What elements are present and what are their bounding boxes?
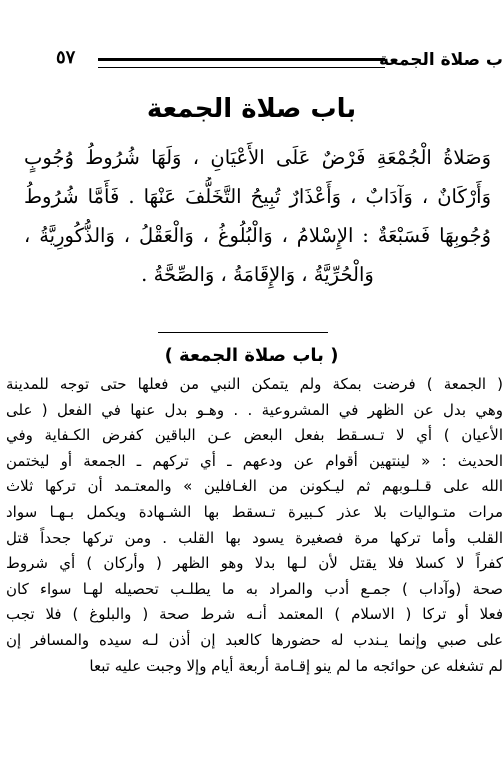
commentary-line: القلب وأما تركها مرة فصغيرة يسود بها القلب . ومن تركها جحداً قتل [6,528,503,547]
commentary-line: وهي بدل عن الظهر في المشروعية . . وهـو بدل عنها في الفعل ( على [6,400,503,419]
chapter-title: باب صلاة الجمعة [146,94,357,124]
commentary-line: فعلا أو تركا ( الاسلام ) المعتمد أنـه شرط صحة ( والبلوغ ) فلا تجب [6,605,503,624]
commentary-line: الأعيان ) أي لا تـسـقط بفعل البعض عـن الباقين كفرض الكـفاية وفي [6,426,503,445]
commentary-text [6,372,503,679]
commentary-line: لم تشغله عن حوائجه ما لم ينو إقـامة أربعة أيام وإلا وجبت عليه تبعا [89,656,503,675]
matn-line: وَصَلاةُ الْجُمْعَةِ فَرْضٌ عَلَى الأَعْيَانِ ، وَلَهَا شُرُوطُ وُجُوبٍ [24,146,491,169]
commentary-line: صحة (وآداب ) جمـع أدب والمراد به ما يطلـب تحصيله لهـا سواء كان [6,579,503,598]
page-header [0,44,503,78]
commentary-line: على صبي وإنما يـندب له حضورها كالعبد إن أذن لـه سيده والمسافر إن [6,630,503,649]
commentary-line: الحديث : « لينتهين أقوام عن ودعهم ـ أي تركهم ـ الجمعة أو ليختمن [6,451,503,470]
commentary-line: ( الجمعة ) فرضت بمكة ولم يتمكن النبي من فعلها حتى توجه للمدينة [6,375,503,393]
section-divider [158,332,328,333]
matn-line: وُجُوبِهَا فَسَبْعَةٌ : الإِسْلامُ ، وَالْبُلُوغُ ، وَالْعَقْلُ ، وَالذُّكُورِيَّةُ ، [24,224,491,247]
commentary-line: كفراً لا كسلا فلا يقتل لأن لـها بدلا وهو الظهر ( وأركان ) أي شروط [6,554,503,573]
section-heading: ( باب صلاة الجمعة ) [164,345,339,366]
page-number: ٥٧ [56,47,76,68]
header-rule [98,58,385,68]
matn-line: وَأَرْكَانٌ ، وَآدَابٌ ، وَأَعْذَارٌ تُبِيحُ التَّخَلُّفَ عَنْهَا . فَأَمَّا شُرُوطُ [24,185,491,208]
running-title: ب صلاة الجمعة [378,50,503,70]
commentary-line: الله على قـلـوبهم ثم ليـكونن من الغـافلين » والمعتـمد أن تركها ثلاث [6,477,503,496]
matn-line: وَالْحُرِّيَّةُ ، وَالإِقَامَةُ ، وَالصِّحَّةُ . [141,263,374,286]
matn-text [24,138,491,294]
commentary-line: مرات متـواليات بلا عذر كـبيرة تـسقط بها الشـهادة ويكمل بـهـا سواد [6,502,503,521]
